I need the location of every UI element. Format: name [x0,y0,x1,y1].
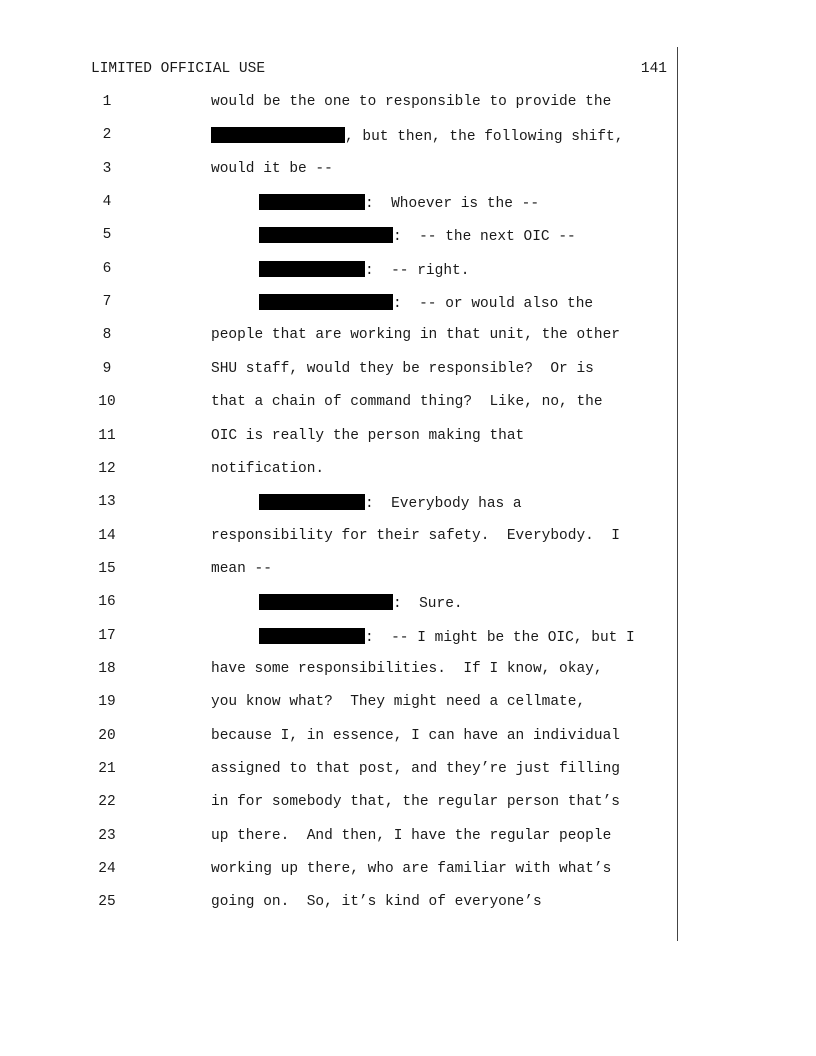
line-content: working up there, who are familiar with what’s [211,861,612,878]
line-number: 4 [102,194,112,211]
line-text [211,861,611,877]
line-content: up there. And then, I have the regular people [211,827,612,844]
line-number: 3 [102,160,112,177]
line-content: OIC is really the person making that [211,427,525,444]
line-text [211,661,603,677]
transcript-line [0,227,816,247]
transcript-line [0,794,816,814]
line-number: 19 [98,694,116,711]
line-content: because I, in essence, I can have an individual [211,727,620,744]
transcript-line [0,127,816,147]
line-content: : -- right. [365,262,470,279]
line-content: in for somebody that, the regular person that’s [211,794,620,811]
line-number: 15 [98,560,116,577]
redaction-block [259,628,365,644]
line-number: 2 [102,127,112,144]
line-text [259,494,522,512]
line-text [211,761,620,777]
page-header-left: LIMITED OFFICIAL USE [91,61,266,77]
redaction-block [259,294,393,310]
line-number: 23 [98,827,116,844]
transcript-line [0,628,816,648]
transcript-line [0,261,816,281]
line-content: , but then, the following shift, [345,129,624,146]
transcript-line [0,161,816,181]
line-number: 10 [98,394,116,411]
line-number: 13 [98,494,116,511]
transcript-line [0,761,816,781]
redaction-block [259,261,365,277]
line-content: responsibility for their safety. Everybody. I [211,527,620,544]
transcript-line [0,694,816,714]
transcript-line [0,828,816,848]
line-number: 12 [98,460,116,477]
line-number: 8 [102,327,112,344]
line-content: have some responsibilities. If I know, okay, [211,660,603,677]
line-text [259,628,635,646]
line-text [211,428,524,444]
line-number: 1 [102,94,112,110]
line-text [211,161,333,177]
line-number: 24 [98,861,116,878]
line-text [211,94,611,110]
line-text [211,694,585,710]
page-number: 141 [640,61,667,77]
line-text [211,828,611,844]
line-text [211,561,272,577]
transcript-line [0,561,816,581]
line-text [211,461,324,477]
line-number: 7 [102,294,112,311]
line-text [211,394,603,410]
line-number: 16 [98,594,116,611]
line-content: assigned to that post, and they’re just filling [211,761,620,777]
line-text [259,194,539,212]
transcript-line [0,327,816,347]
line-content: : -- or would also the [393,296,594,313]
line-content: : -- I might be the OIC, but I [365,629,635,646]
line-content: : Whoever is the -- [365,196,540,213]
line-content: : Sure. [393,596,463,613]
line-number: 25 [98,894,116,911]
line-number: 20 [98,727,116,744]
line-text [259,261,469,279]
line-text [211,327,620,343]
line-text [211,528,620,544]
line-text [259,294,593,312]
line-content: you know what? They might need a cellmate, [211,694,586,711]
transcript-line [0,394,816,414]
line-content: SHU staff, would they be responsible? Or is [211,360,594,377]
line-number: 22 [98,794,116,811]
redaction-block [259,227,393,243]
line-text [259,227,576,245]
transcript-line [0,528,816,548]
line-content: : Everybody has a [365,496,522,513]
line-text [211,794,620,810]
line-content: that a chain of command thing? Like, no, the [211,394,603,411]
line-number: 17 [98,627,116,644]
transcript-line [0,428,816,448]
line-number: 9 [102,360,112,377]
transcript-line [0,861,816,881]
line-text [259,594,463,612]
line-content: would it be -- [211,160,333,177]
line-number: 14 [98,527,116,544]
line-text [211,728,620,744]
transcript-line [0,94,816,114]
transcript-line [0,294,816,314]
transcript-line [0,361,816,381]
line-number: 11 [98,427,116,444]
redaction-block [259,494,365,510]
line-content: : -- the next OIC -- [393,229,576,246]
line-text [211,127,623,145]
line-number: 18 [98,660,116,677]
line-content: going on. So, it’s kind of everyone’s [211,894,542,911]
line-text [211,361,594,377]
redaction-block [259,594,393,610]
transcript-line [0,728,816,748]
transcript-line [0,494,816,514]
line-content: would be the one to responsible to provide the [211,94,612,110]
transcript-line [0,194,816,214]
transcript-line [0,594,816,614]
line-content: people that are working in that unit, the other [211,327,620,344]
line-number: 5 [102,227,112,244]
redaction-block [259,194,365,210]
line-content: mean -- [211,560,272,577]
transcript-line [0,661,816,681]
line-text [211,894,542,910]
transcript-line [0,894,816,914]
redaction-block [211,127,345,143]
line-number: 21 [98,761,116,777]
line-number: 6 [102,260,112,277]
transcript-line [0,461,816,481]
line-content: notification. [211,460,325,477]
